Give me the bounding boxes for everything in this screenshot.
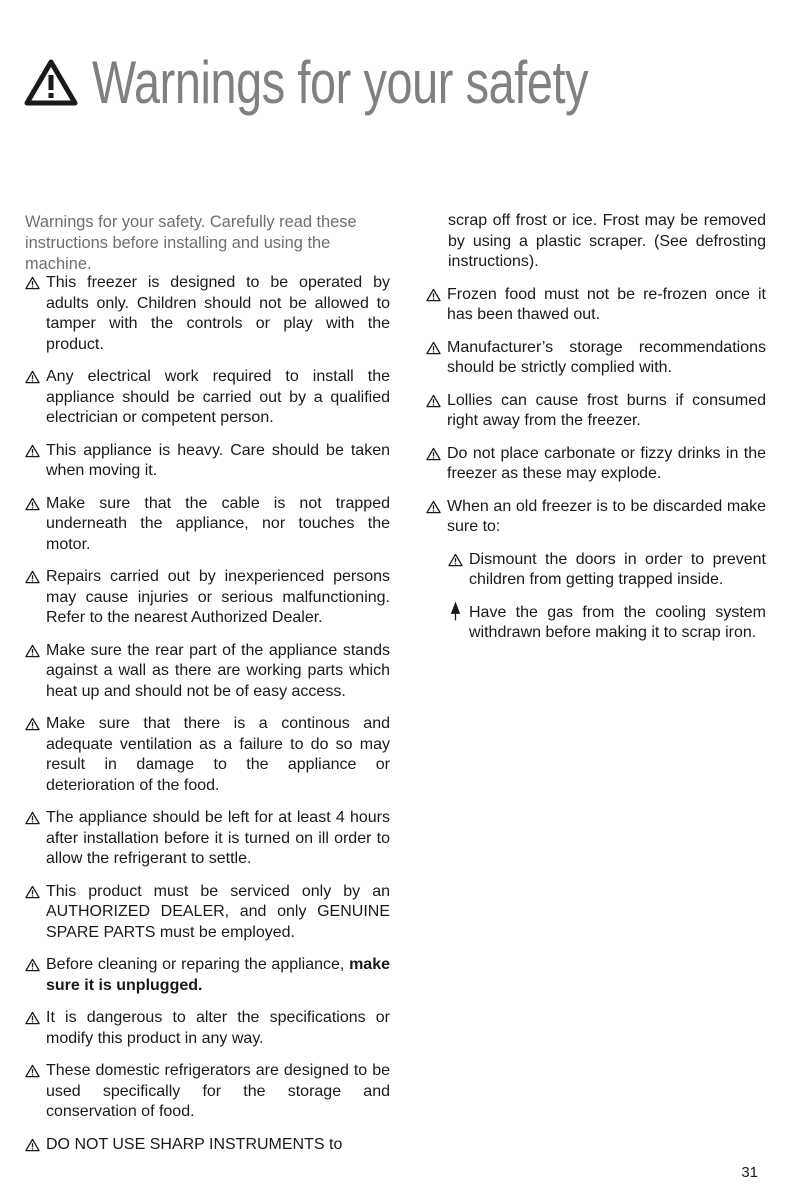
warning-text: Dismount the doors in order to prevent children from getting trapped inside. (469, 550, 766, 588)
warning-triangle-icon (426, 288, 441, 302)
warning-item (25, 1061, 390, 1123)
warning-item (25, 494, 390, 556)
warning-triangle-icon (426, 341, 441, 355)
warning-text: Before cleaning or reparing the appliance, (46, 956, 345, 973)
warning-text: When an old freezer is to be discarded make sure to: (447, 497, 766, 535)
warning-triangle-icon (25, 370, 40, 384)
warning-triangle-icon (25, 444, 40, 458)
warning-item (25, 1135, 390, 1156)
warning-text: Any electrical work required to install the appliance should be carried out by a qualified electrician or competent person. (46, 368, 390, 426)
warning-bold-text: make sure it is unplugged. (46, 956, 390, 994)
warning-item (426, 497, 766, 538)
warning-text: This product must be serviced only by an AUTHORIZED DEALER, and only GENUINE SPARE PARTS must be employed. (46, 882, 390, 941)
page-number: 31 (741, 1164, 758, 1181)
warning-triangle-icon (25, 1138, 40, 1152)
warning-triangle-icon (25, 1064, 40, 1078)
warning-item (426, 338, 766, 379)
warning-text: Lollies can cause frost burns if consumed right away from the freezer. (447, 391, 766, 429)
warning-triangle-icon (25, 1011, 40, 1025)
warning-triangle-icon (426, 394, 441, 408)
warning-text: Make sure the rear part of the appliance stands against a wall as there are working parts which heat up and should not be of easy access. (46, 641, 390, 700)
page-title: Warnings for your safety (92, 48, 589, 116)
warning-triangle-icon (25, 497, 40, 511)
warning-item (25, 273, 390, 355)
page-header (24, 42, 728, 122)
warning-item (25, 441, 390, 482)
warning-item (25, 714, 390, 796)
warning-triangle-icon (25, 885, 40, 899)
warning-text: Repairs carried out by inexperienced persons may cause injuries or serious malfunctioning. Refer to the nearest Authorized Dealer. (46, 568, 390, 626)
warning-item (25, 567, 390, 629)
warning-text: It is dangerous to alter the specifications or modify this product in any way. (46, 1009, 390, 1047)
warning-triangle-icon (448, 553, 463, 567)
warning-triangle-icon (426, 447, 441, 461)
warning-item (426, 391, 766, 432)
warning-triangle-icon (25, 644, 40, 658)
warning-item (426, 285, 766, 326)
warning-triangle-icon (426, 500, 441, 514)
warning-item (25, 955, 390, 996)
warning-sub-item (448, 550, 766, 591)
warning-sub-item (448, 603, 766, 644)
warning-text: DO NOT USE SHARP INSTRUMENTS to (46, 1135, 343, 1153)
right-column (426, 211, 766, 656)
warning-item (25, 641, 390, 703)
warning-text: Make sure that there is a continous and adequate ventilation as a failure to do so may result in damage to the appliance or deterioration of the food. (46, 715, 390, 794)
warning-item (426, 444, 766, 485)
warning-item (25, 1008, 390, 1049)
warning-triangle-icon (25, 276, 40, 290)
continuation-text: scrap off frost or ice. Frost may be removed by using a plastic scraper. (See defrosting instructions). (448, 212, 766, 270)
warning-text: The appliance should be left for at least 4 hours after installation before it is turned on ill order to allow the refrigerant to settle. (46, 809, 390, 867)
warning-item (25, 808, 390, 870)
tree-icon (448, 600, 463, 622)
warning-triangle-icon (24, 58, 78, 106)
warning-triangle-icon (25, 811, 40, 825)
warning-text: Frozen food must not be re-frozen once it has been thawed out. (447, 285, 766, 323)
warning-triangle-icon (25, 570, 40, 584)
warning-item (25, 367, 390, 429)
warning-text: These domestic refrigerators are designed to be used specifically for the storage and conservation of food. (46, 1062, 390, 1120)
warning-item (25, 882, 390, 944)
warning-triangle-icon (25, 717, 40, 731)
left-column (25, 273, 390, 1167)
warning-text: Do not place carbonate or fizzy drinks in the freezer as these may explode. (447, 444, 766, 482)
warning-triangle-icon (25, 958, 40, 972)
intro-paragraph: Warnings for your safety. Carefully read these instructions before installing and using the machine. (25, 213, 357, 273)
warning-text: Make sure that the cable is not trapped underneath the appliance, nor touches the motor. (46, 494, 390, 553)
warning-text: Manufacturer’s storage recommendations should be strictly complied with. (447, 338, 766, 376)
warning-text: Have the gas from the cooling system withdrawn before making it to scrap iron. (469, 603, 766, 641)
warning-text: This appliance is heavy. Care should be taken when moving it. (46, 441, 390, 479)
warning-text: This freezer is designed to be operated by adults only. Children should not be allowed to tamper with the controls or play with the product. (46, 274, 390, 353)
